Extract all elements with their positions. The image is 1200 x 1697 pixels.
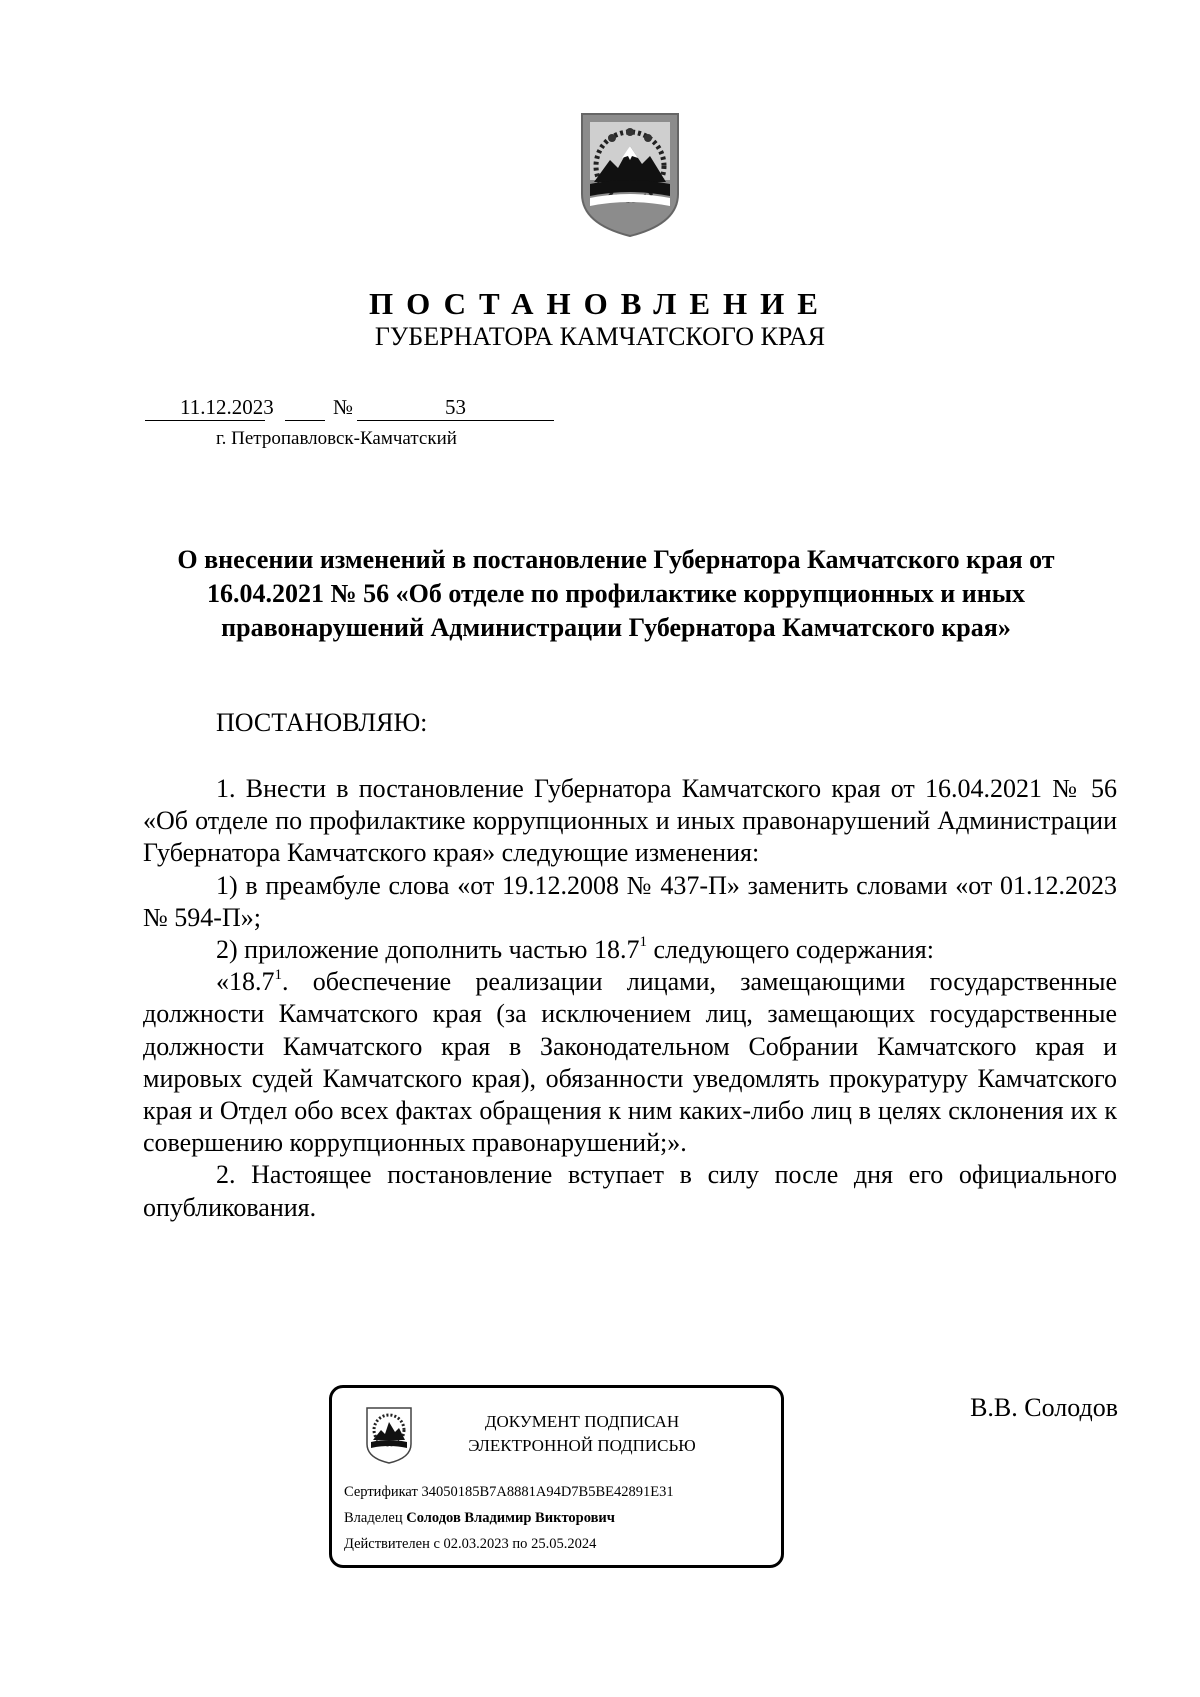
- paragraph-2: 2. Настоящее постановление вступает в силу после дня его официального опубликования.: [143, 1160, 1117, 1222]
- document-body: [143, 773, 1117, 1224]
- superscript: 1: [274, 966, 282, 983]
- paragraph-1-2-text-end: следующего содержания:: [646, 935, 934, 965]
- date-underline-right: [285, 420, 325, 421]
- document-title: О внесении изменений в постановление Губернатора Камчатского края от 16.04.2021 № 56 «Об отделе по профилактике коррупционных и иных правонарушений Администрации Губернатора Камчатского края»: [177, 545, 1055, 642]
- stamp-validity-line: [344, 1536, 596, 1553]
- stamp-certificate-line: [344, 1484, 674, 1501]
- paragraph-quoted-part: [143, 966, 1117, 1159]
- paragraph-1: 1. Внести в постановление Губернатора Камчатского края от 16.04.2021 № 56 «Об отделе по профилактике коррупционных и иных правонарушений Администрации Губернатора Камчатского края» следующие изменения:: [143, 774, 1117, 868]
- registration-number: 53: [445, 395, 466, 419]
- valid-to: 25.05.2024: [531, 1536, 597, 1552]
- number-underline: [357, 420, 554, 421]
- resolve-word: ПОСТАНОВЛЯЮ:: [216, 708, 428, 737]
- quoted-part-number: «18.7: [216, 967, 275, 997]
- certificate-label: Сертификат: [344, 1484, 418, 1500]
- stamp-emblem-icon: [365, 1406, 413, 1464]
- quoted-part-text: . обеспечение реализации лицами, замещающими государственные должности Камчатского края (за исключением лиц, замещающих государственные должности Камчатского края в Законодательном Собрании Камчатского края и мировых судей Камчатского края), обязанности уведомлять прокуратуру Камчатского края и Отдел обо всех фактах обращения к ним каких-либо лиц в целях склонения их к совершению коррупционных правонарушений;».: [143, 967, 1117, 1158]
- valid-to-label: по: [512, 1536, 528, 1552]
- owner-value: Солодов Владимир Викторович: [406, 1510, 615, 1526]
- valid-label: Действителен с: [344, 1536, 440, 1552]
- paragraph-1-2: [143, 934, 1117, 966]
- stamp-owner-line: [344, 1510, 615, 1527]
- signer-name: В.В. Солодов: [970, 1393, 1118, 1422]
- owner-label: Владелец: [344, 1510, 403, 1526]
- document-kind-heading: ПОСТАНОВЛЕНИЕ: [369, 286, 831, 321]
- stamp-heading-line-1: ДОКУМЕНТ ПОДПИСАН: [484, 1412, 680, 1431]
- registration-date: 11.12.2023: [180, 395, 274, 419]
- stamp-heading: [427, 1410, 737, 1458]
- registration-line: [145, 395, 555, 423]
- paragraph-1-2-text: 2) приложение дополнить частью 18.7: [216, 935, 640, 965]
- place-of-issue: г. Петропавловск-Камчатский: [216, 428, 457, 449]
- issuer-heading: ГУБЕРНАТОРА КАМЧАТСКОГО КРАЯ: [374, 322, 826, 351]
- date-underline-left: [145, 420, 265, 421]
- certificate-value: 34050185B7A8881A94D7B5BE42891E31: [421, 1484, 674, 1500]
- coat-of-arms-emblem: [578, 108, 682, 238]
- stamp-heading-line-2: ЭЛЕКТРОННОЙ ПОДПИСЬЮ: [468, 1436, 696, 1455]
- superscript: 1: [639, 934, 647, 951]
- valid-from: 02.03.2023: [443, 1536, 509, 1552]
- electronic-signature-stamp: [329, 1385, 784, 1568]
- paragraph-1-1: 1) в преамбуле слова «от 19.12.2008 № 437-П» заменить словами «от 01.12.2023 № 594-П»;: [143, 870, 1117, 932]
- number-sign: №: [333, 395, 354, 419]
